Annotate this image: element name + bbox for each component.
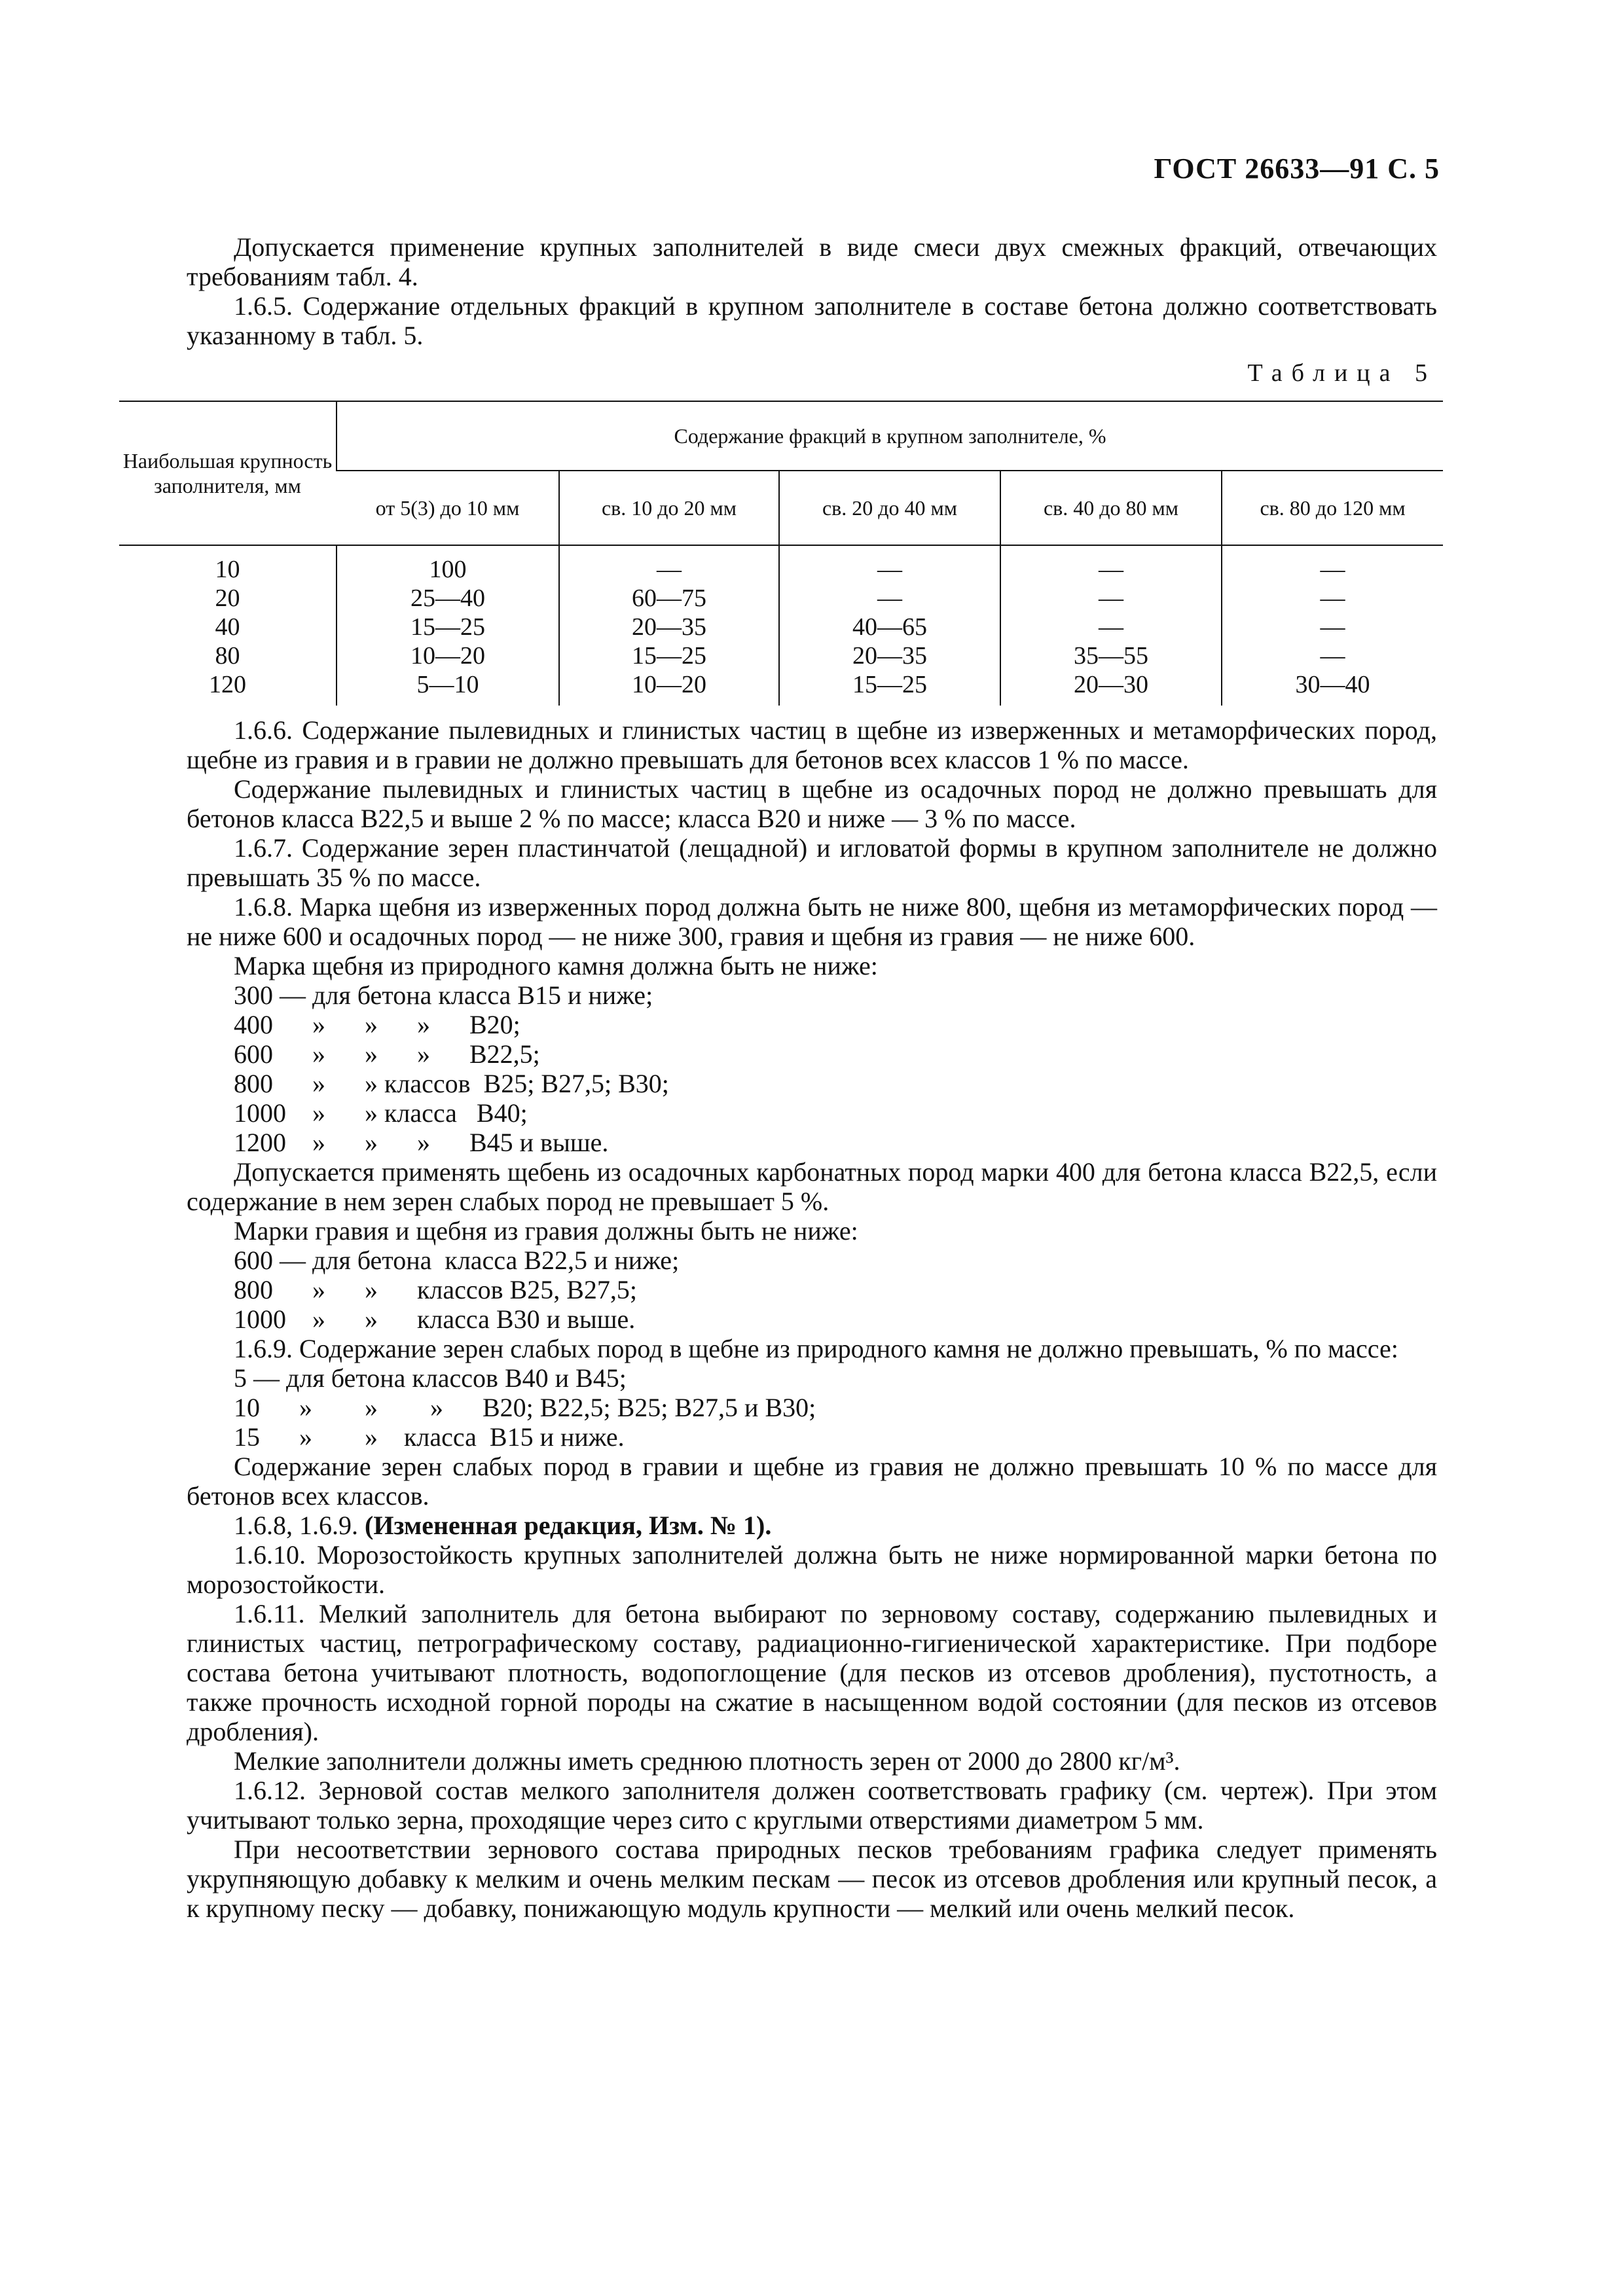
table-cell: 10—20: [632, 671, 706, 698]
paragraph-1-6-7: 1.6.7. Содержание зерен пластинчатой (лещадной) и игловатой формы в крупном заполнителе не должно превышать 35 % по массе.: [187, 833, 1437, 892]
table-cell: —: [1099, 584, 1123, 612]
table-5: [119, 401, 1443, 706]
fraction-column: [337, 545, 559, 706]
table-cell: —: [1320, 584, 1345, 612]
list-item: 600 » » » В22,5;: [234, 1039, 540, 1069]
table-cell: —: [1320, 613, 1345, 641]
list-item: 10 » » » В20; В22,5; В25; В27,5 и В30;: [234, 1393, 816, 1422]
list-item: 1200 » » » В45 и выше.: [234, 1128, 609, 1157]
table-cell: 35—55: [1074, 642, 1148, 670]
list-item: 400 » » » В20;: [234, 1010, 520, 1039]
fraction-column: [1000, 545, 1222, 706]
paragraph-1-6-11: 1.6.11. Мелкий заполнитель для бетона выбирают по зерновому составу, содержанию пылевидных и глинистых частиц, петрографическому составу, радиационно-гигиенической характеристике. При подборе состава бетона учитывают плотность, водопоглощение (для песков из отсевов дробления), пустотность, а также прочность исходной горной породы на сжатие в насыщенном водой состоянии (для песков из отсевов дробления).: [187, 1599, 1437, 1746]
column-header: св. 40 до 80 мм: [1000, 471, 1222, 545]
table-caption: Таблица 5: [1247, 359, 1436, 387]
list-item: 600 — для бетона класса В22,5 и ниже;: [234, 1246, 680, 1275]
amendment-note: [187, 1511, 1437, 1540]
group-header: Содержание фракций в крупном заполнителе, %: [337, 401, 1443, 471]
table-cell: —: [1099, 613, 1123, 641]
table-cell: —: [1320, 642, 1345, 670]
table-cell: 25—40: [410, 584, 485, 612]
row-header: Наибольшая крупность заполнителя, мм: [119, 401, 337, 545]
list-item: 800 » » классов В25, В27,5;: [234, 1275, 638, 1304]
list-item: 5 — для бетона классов В40 и В45;: [234, 1363, 627, 1393]
column-header: от 5(3) до 10 мм: [337, 471, 559, 545]
list-item: 1000 » » класса В40;: [234, 1098, 528, 1128]
table-cell: 80: [215, 642, 240, 670]
amendment-prefix: 1.6.8, 1.6.9.: [234, 1511, 365, 1540]
paragraph-1-6-10: 1.6.10. Морозостойкость крупных заполнителей должна быть не ниже нормированной марки бетона по морозостойкости.: [187, 1540, 1437, 1599]
size-column: [119, 545, 337, 706]
table-cell: —: [877, 584, 902, 612]
list-item: 1000 » » класса В30 и выше.: [234, 1304, 636, 1334]
list-item: 15 » » класса В15 и ниже.: [234, 1422, 625, 1452]
table-cell: 40: [215, 613, 240, 641]
list-item: 800 » » классов В25; В27,5; В30;: [234, 1069, 669, 1098]
paragraph-1-6-12: 1.6.12. Зерновой состав мелкого заполнителя должен соответствовать графику (см. чертеж). При этом учитывают только зерна, проходящие через сито с круглыми отверстиями диаметром 5 мм.: [187, 1776, 1437, 1835]
page-header: ГОСТ 26633—91 С. 5: [1154, 152, 1440, 185]
table-cell: —: [657, 556, 682, 583]
fraction-column: [1222, 545, 1443, 706]
table-body-row: [119, 545, 1443, 706]
paragraph-1-6-8: 1.6.8. Марка щебня из изверженных пород должна быть не ниже 800, щебня из метаморфических пород — не ниже 600 и осадочных пород — не ниже 300, гравия и щебня из гравия — не ниже 600.: [187, 892, 1437, 951]
table-cell: —: [877, 556, 902, 583]
paragraph: Содержание зерен слабых пород в гравии и щебне из гравия не должно превышать 10 % по массе для бетонов всех классов.: [187, 1452, 1437, 1511]
table-cell: 20—30: [1074, 671, 1148, 698]
table-cell: 15—25: [410, 613, 485, 641]
table-cell: 20—35: [852, 642, 927, 670]
paragraph-1-6-6: 1.6.6. Содержание пылевидных и глинистых частиц в щебне из изверженных и метаморфических пород, щебне из гравия и в гравии не должно превышать для бетонов всех классов 1 % по массе.: [187, 715, 1437, 774]
table-cell: 10—20: [410, 642, 485, 670]
table-cell: —: [1320, 556, 1345, 583]
table-cell: 20—35: [632, 613, 706, 641]
column-header: св. 10 до 20 мм: [559, 471, 779, 545]
table-cell: 5—10: [416, 671, 479, 698]
paragraph: Содержание пылевидных и глинистых частиц в щебне из осадочных пород не должно превышать для бетонов класса В22,5 и выше 2 % по массе; класса В20 и ниже — 3 % по массе.: [187, 774, 1437, 833]
list-item: 300 — для бетона класса В15 и ниже;: [234, 980, 653, 1010]
table-cell: 40—65: [852, 613, 927, 641]
column-header: св. 20 до 40 мм: [779, 471, 1000, 545]
table-cell: 120: [209, 671, 246, 698]
paragraph: Допускается применение крупных заполнителей в виде смеси двух смежных фракций, отвечающих требованиям табл. 4.: [187, 232, 1437, 291]
paragraph: Мелкие заполнители должны иметь среднюю плотность зерен от 2000 до 2800 кг/м³.: [234, 1746, 1180, 1776]
paragraph: Марка щебня из природного камня должна быть не ниже:: [234, 951, 878, 980]
table-cell: 60—75: [632, 584, 706, 612]
table-cell: 20: [215, 584, 240, 612]
intro-text: [187, 232, 1437, 350]
table-cell: 100: [429, 556, 467, 583]
paragraph: Марки гравия и щебня из гравия должны быть не ниже:: [234, 1216, 858, 1246]
table-cell: 10: [215, 556, 240, 583]
table-cell: 30—40: [1295, 671, 1370, 698]
body-text: [187, 715, 1437, 1923]
table-cell: 15—25: [632, 642, 706, 670]
paragraph-1-6-5: 1.6.5. Содержание отдельных фракций в крупном заполнителе в составе бетона должно соответствовать указанному в табл. 5.: [187, 291, 1437, 350]
table-cell: —: [1099, 556, 1123, 583]
paragraph-1-6-9: 1.6.9. Содержание зерен слабых пород в щебне из природного камня не должно превышать, % по массе:: [234, 1334, 1398, 1363]
paragraph: При несоответствии зернового состава природных песков требованиям графика следует применять укрупняющую добавку к мелким и очень мелким пескам — песок из отсевов дробления или крупный песок, а к крупному песку — добавку, понижающую модуль крупности — мелкий или очень мелкий песок.: [187, 1835, 1437, 1923]
paragraph: Допускается применять щебень из осадочных карбонатных пород марки 400 для бетона класса В22,5, если содержание в нем зерен слабых пород не превышает 5 %.: [187, 1157, 1437, 1216]
fraction-column: [559, 545, 779, 706]
fraction-column: [779, 545, 1000, 706]
column-header: св. 80 до 120 мм: [1222, 471, 1443, 545]
amendment-label: (Измененная редакция, Изм. № 1).: [365, 1511, 772, 1540]
table-cell: 15—25: [852, 671, 927, 698]
